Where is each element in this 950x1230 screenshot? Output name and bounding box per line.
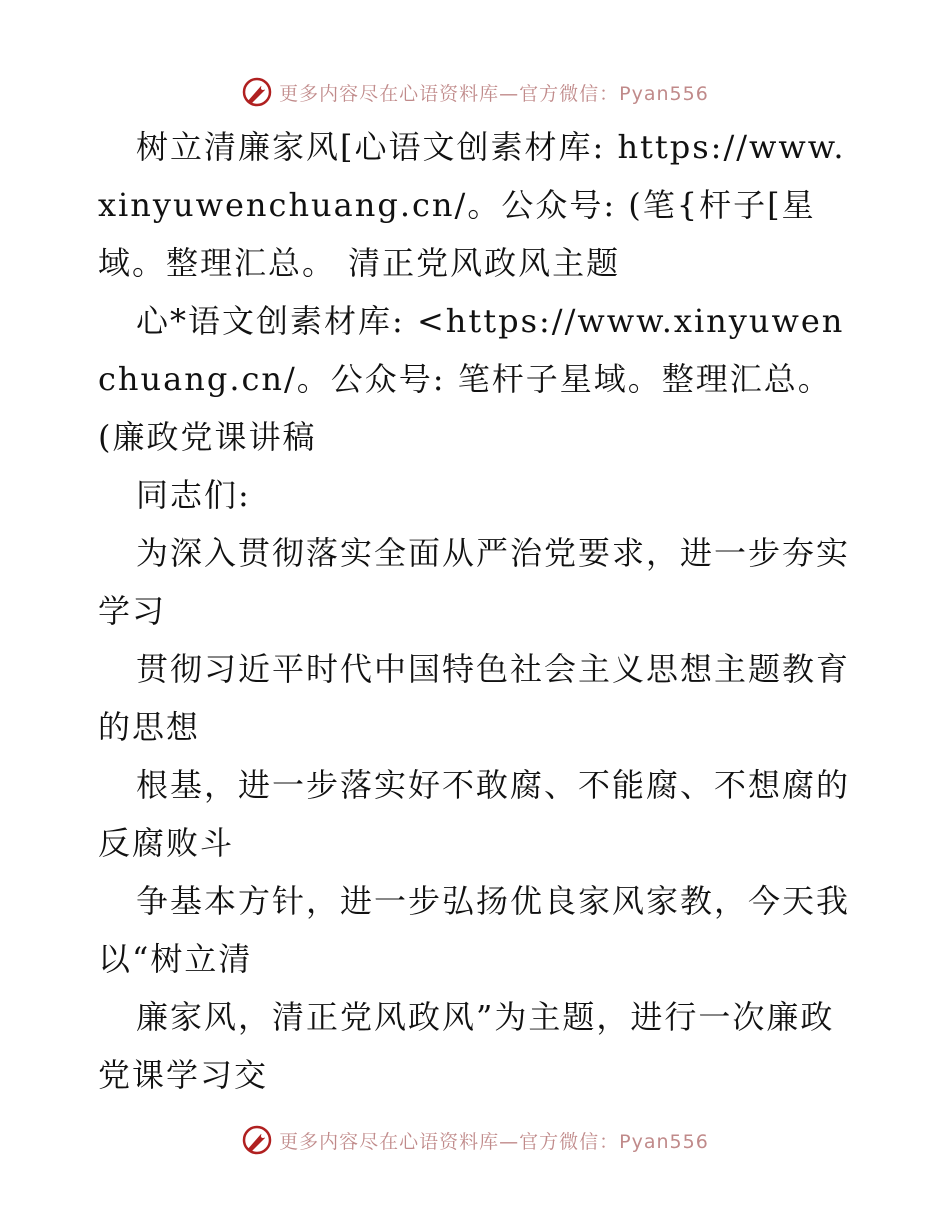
pen-nib-logo-icon: [241, 76, 273, 108]
header-watermark: [0, 72, 950, 112]
paragraph-body-2: 贯彻习近平时代中国特色社会主义思想主题教育的思想: [98, 650, 851, 746]
pen-nib-logo-icon: [241, 1124, 273, 1156]
header-watermark-text: 更多内容尽在心语资料库—官方微信：Pyan556: [279, 82, 709, 105]
footer-watermark-text: 更多内容尽在心语资料库—官方微信：Pyan556: [279, 1130, 709, 1153]
document-body: [98, 118, 858, 1104]
paragraph-body-4: 争基本方针，进一步弘扬优良家风家教，今天我以“树立清: [98, 882, 851, 978]
paragraph-body-3: 根基，进一步落实好不敢腐、不能腐、不想腐的反腐败斗: [98, 766, 851, 862]
paragraph-title: 树立清廉家风[心语文创素材库: https://www.xinyuwenchuang.cn/。公众号: (笔{杆子[星域。整理汇总。 清正党风政风主题: [98, 128, 846, 282]
footer-watermark: [0, 1120, 950, 1160]
paragraph-body-1: 为深入贯彻落实全面从严治党要求，进一步夯实学习: [98, 534, 851, 630]
paragraph-source: 心*语文创素材库: <https://www.xinyuwenchuang.cn/。公众号: 笔杆子星域。整理汇总。(廉政党课讲稿: [98, 302, 845, 456]
paragraph-body-5: 廉家风，清正党风政风”为主题，进行一次廉政党课学习交: [98, 998, 835, 1094]
paragraph-salutation: 同志们:: [136, 476, 251, 514]
